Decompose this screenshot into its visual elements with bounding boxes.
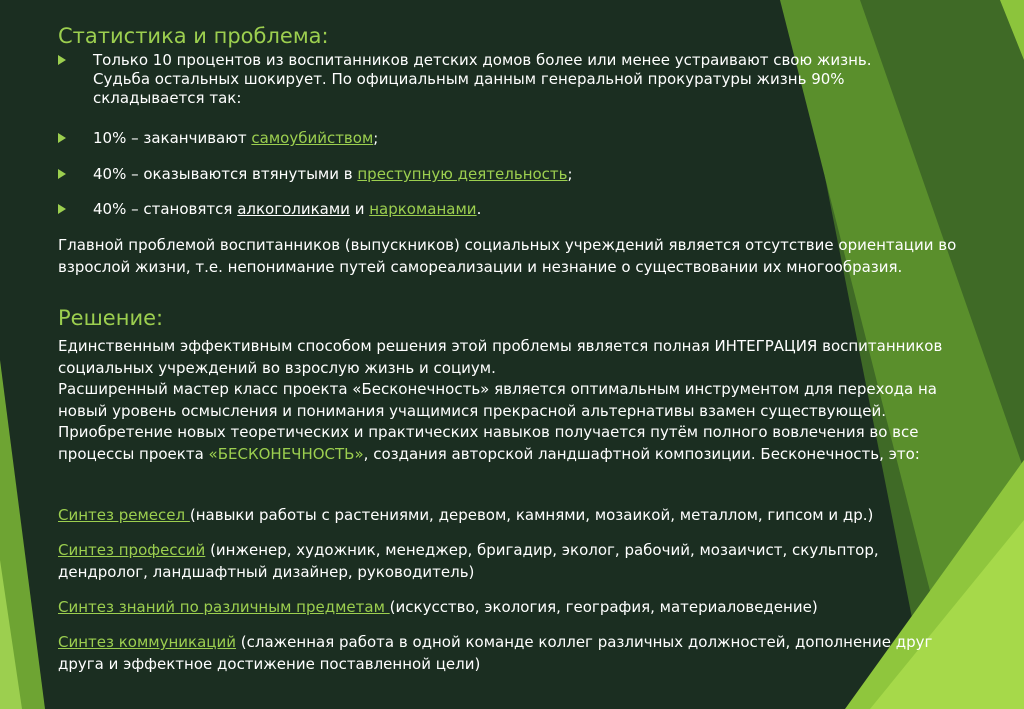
link-alcoholics[interactable]: алкоголиками: [237, 200, 350, 218]
bullet-suicide: [58, 129, 933, 148]
solution-text-1: Единственным эффективным способом решения этой проблемы является полная ИНТЕГРАЦИЯ воспитанников социальных учреждений во взрослую жизнь и социум.: [58, 337, 943, 377]
problem-paragraph: Главной проблемой воспитанников (выпускников) социальных учреждений является отсутствие ориентации во взрослой жизни, т.е. непонимание путей самореализации и незнание о существовании их многообразия.: [58, 236, 957, 276]
list-item-text: (искусство, экология, география, материаловедение): [389, 598, 818, 616]
link-communication[interactable]: Синтез коммуникаций: [58, 633, 237, 651]
heading-solution: Решение:: [58, 306, 164, 330]
list-item-text: (инженер, художник, менеджер, бригадир, эколог, рабочий, мозаичист, скульптор, дендролог, ландшафтный дизайнер, руководитель): [58, 541, 879, 581]
bullet-text: 40% – оказываются втянутыми в: [93, 165, 358, 183]
bullet-arrow-icon: [58, 169, 66, 179]
list-item-crafts: [58, 505, 958, 527]
bullet-text: 10% – заканчивают: [93, 129, 252, 147]
link-crime[interactable]: преступную деятельность: [357, 165, 568, 183]
heading-statistics: Статистика и проблема:: [58, 24, 329, 48]
list-item-communication: [58, 632, 958, 675]
bullet-addiction: [58, 200, 933, 219]
link-crafts[interactable]: Синтез ремесел: [58, 506, 190, 524]
list-item-text: (слаженная работа в одной команде коллег различных должностей, дополнение друг друга и эффектное достижение поставленной цели): [58, 633, 933, 673]
bullet-text: .: [476, 200, 482, 218]
list-item-text: (навыки работы с растениями, деревом, камнями, мозаикой, металлом, гипсом и др.): [189, 506, 874, 524]
bullet-statistics: [58, 51, 933, 108]
bullet-crime: [58, 165, 933, 184]
bullet-text: 40% – становятся: [93, 200, 238, 218]
list-item-knowledge: [58, 597, 958, 619]
bullet-arrow-icon: [58, 204, 66, 214]
link-knowledge[interactable]: Синтез знаний по различным предметам: [58, 598, 390, 616]
bullet-text: ;: [567, 165, 573, 183]
solution-paragraph: [58, 336, 958, 465]
bullet-arrow-icon: [58, 133, 66, 143]
bullet-text: Только 10 процентов из воспитанников детских домов более или менее устраивают свою жизнь. Судьба остальных шокирует. По официальным данным генеральной прокуратуры жизнь 90% складывается так:: [93, 51, 872, 107]
link-suicide[interactable]: самоубийством: [251, 129, 374, 147]
project-name: «БЕСКОНЕЧНОСТЬ»: [208, 444, 364, 463]
bullet-arrow-icon: [58, 55, 66, 65]
bullet-text: и: [349, 200, 370, 218]
solution-text-2: Расширенный мастер класс проекта «Бесконечность» является оптимальным инструментом для перехода на новый уровень осмысления и понимания учащимися прекрасной альтернативы взамен существующей. Приобретение новых теоретических и практических навыков получается путём полного вовлечения во все процессы проекта: [58, 380, 937, 463]
link-professions[interactable]: Синтез профессий: [58, 541, 206, 559]
solution-text-3: , создания авторской ландшафтной композиции. Бесконечность, это:: [363, 444, 920, 463]
bullet-text: ;: [373, 129, 379, 147]
link-drug-addicts[interactable]: наркоманами: [369, 200, 477, 218]
list-item-professions: [58, 540, 958, 583]
